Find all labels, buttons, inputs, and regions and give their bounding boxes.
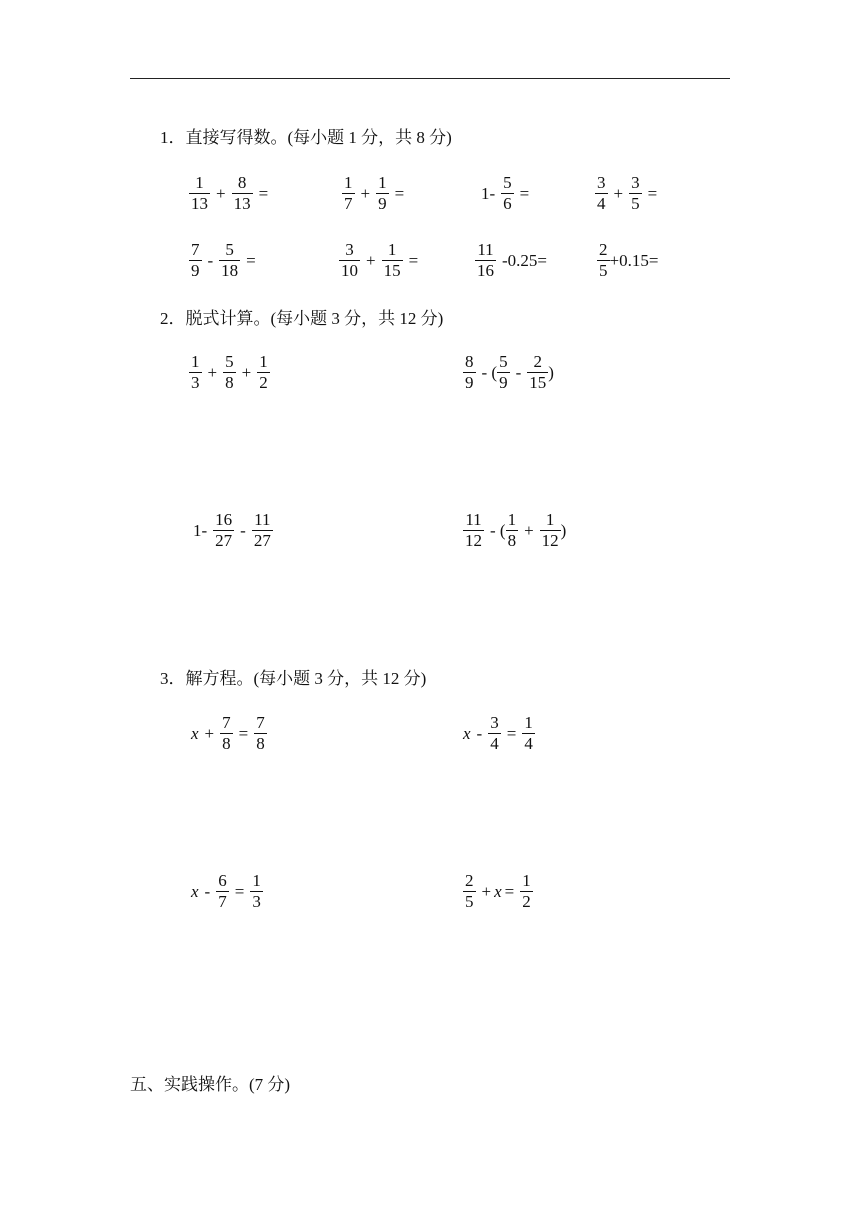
fraction: $\frac{1}{15}$ (383, 240, 401, 280)
fraction: $\frac{3}{5}$ (631, 173, 640, 213)
fraction: $\frac{1}{8}$ (507, 510, 517, 550)
fraction: $\frac{3}{4}$ (597, 173, 606, 213)
fraction: $\frac{11}{16}$ (477, 240, 494, 280)
direct-4: $\frac{3}{4}$ + $\frac{3}{5}$ = (597, 173, 658, 213)
fraction: $\frac{2}{15}$ (529, 352, 547, 392)
fraction: $\frac{1}{9}$ (378, 173, 387, 213)
fraction: $\frac{1}{2}$ (259, 352, 268, 392)
fraction: $\frac{7}{8}$ (256, 713, 265, 753)
fraction: $\frac{5}{6}$ (503, 173, 512, 213)
direct-3: 1- $\frac{5}{6}$ = (481, 173, 530, 213)
fraction: $\frac{8}{13}$ (233, 173, 251, 213)
direct-5: $\frac{7}{9}$ - $\frac{5}{18}$ = (191, 240, 256, 280)
fraction: $\frac{3}{10}$ (341, 240, 358, 280)
fraction: $\frac{5}{8}$ (225, 352, 234, 392)
stepwise-3: 1- $\frac{16}{27}$ - $\frac{11}{27}$ (193, 510, 271, 550)
direct-2: $\frac{1}{7}$ + $\frac{1}{9}$ = (344, 173, 405, 213)
fraction: $\frac{2}{5}$ (599, 240, 608, 280)
equation-2: x - $\frac{3}{4}$ = $\frac{1}{4}$ (463, 713, 533, 753)
section-2-heading: 2．脱式计算。(每小题 3 分，共 12 分) (160, 309, 444, 328)
fraction: $\frac{11}{12}$ (465, 510, 482, 550)
fraction: $\frac{8}{9}$ (465, 352, 474, 392)
fraction: $\frac{16}{27}$ (215, 510, 233, 550)
stepwise-2: $\frac{8}{9}$ - ( $\frac{5}{9}$ - $\frac{2}{15}$ ) (465, 352, 554, 392)
fraction: $\frac{5}{9}$ (499, 352, 508, 392)
fraction: $\frac{6}{7}$ (218, 871, 227, 911)
section-1-heading: 1．直接写得数。(每小题 1 分，共 8 分) (160, 128, 452, 147)
equation-3: x - $\frac{6}{7}$ = $\frac{1}{3}$ (191, 871, 261, 911)
direct-8: $\frac{2}{5}$ +0.15= (599, 240, 659, 280)
equation-1: x + $\frac{7}{8}$ = $\frac{7}{8}$ (191, 713, 265, 753)
fraction: $\frac{3}{4}$ (490, 713, 499, 753)
fraction: $\frac{5}{18}$ (221, 240, 239, 280)
section-5-heading: 五、实践操作。(7 分) (130, 1075, 291, 1094)
fraction: $\frac{2}{5}$ (465, 871, 474, 911)
direct-6: $\frac{3}{10}$ + $\frac{1}{15}$ = (341, 240, 419, 280)
fraction: $\frac{1}{2}$ (522, 871, 531, 911)
fraction: $\frac{7}{8}$ (222, 713, 231, 753)
fraction: $\frac{1}{13}$ (191, 173, 208, 213)
fraction: $\frac{11}{27}$ (253, 510, 271, 550)
stepwise-1: $\frac{1}{3}$ + $\frac{5}{8}$ + $\frac{1}{2}$ (191, 352, 268, 392)
direct-1: $\frac{1}{13}$ + $\frac{8}{13}$ = (191, 173, 269, 213)
equation-4: $\frac{2}{5}$ + x = $\frac{1}{2}$ (465, 871, 531, 911)
fraction: $\frac{1}{3}$ (252, 871, 261, 911)
direct-7: $\frac{11}{16}$ -0.25= (477, 240, 547, 280)
fraction: $\frac{1}{4}$ (524, 713, 533, 753)
fraction: $\frac{7}{9}$ (191, 240, 200, 280)
section-3-heading: 3．解方程。(每小题 3 分，共 12 分) (160, 669, 427, 688)
top-rule (130, 78, 730, 79)
stepwise-4: $\frac{11}{12}$ - ( $\frac{1}{8}$ + $\frac{1}{12}$ ) (465, 510, 567, 550)
fraction: $\frac{1}{7}$ (344, 173, 353, 213)
fraction: $\frac{1}{12}$ (541, 510, 559, 550)
fraction: $\frac{1}{3}$ (191, 352, 200, 392)
